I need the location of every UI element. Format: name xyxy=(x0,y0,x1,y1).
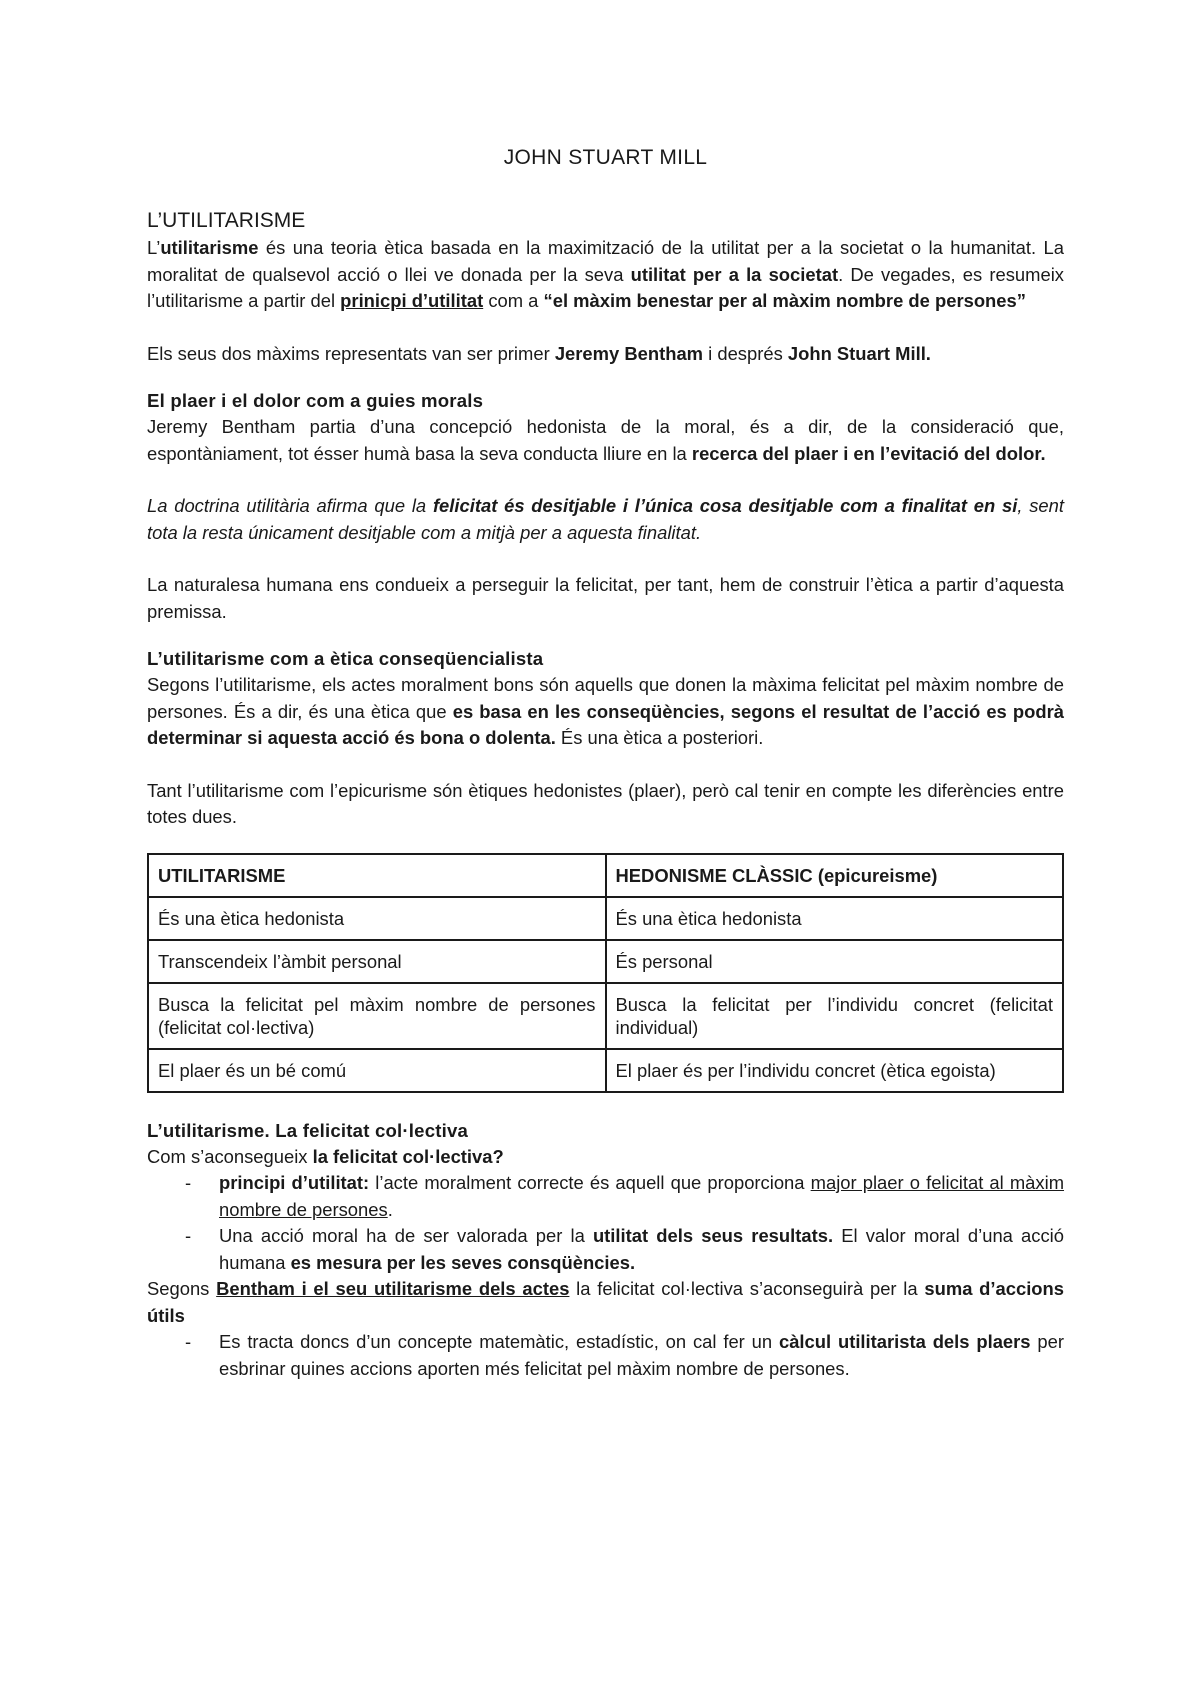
table-cell: Transcendeix l’àmbit personal xyxy=(148,940,606,983)
text-run: L’ xyxy=(147,237,161,258)
text-run: Jeremy Bentham xyxy=(554,342,704,364)
paragraph xyxy=(147,1276,1064,1329)
list-item xyxy=(147,1170,1064,1223)
text-run: El valor moral d’una acció humana xyxy=(219,1225,1064,1273)
section-heading-utilitarisme: L’UTILITARISME xyxy=(147,209,306,232)
table-row xyxy=(148,1049,1063,1092)
bullet-list xyxy=(147,1329,1064,1382)
text-run: Segons xyxy=(147,1278,217,1299)
comparison-table xyxy=(147,853,1064,1093)
paragraph xyxy=(147,235,1064,315)
paragraph xyxy=(147,1144,1064,1171)
table-row xyxy=(148,940,1063,983)
text-run: És una ètica a posteriori. xyxy=(555,727,764,748)
text-run: la felicitat col·lectiva s’aconseguirà per la xyxy=(569,1278,925,1299)
text-run: , sent tota la resta únicament desitjable com a mitjà per a aquesta finalitat. xyxy=(147,495,1064,543)
section-heading-felicitat-collectiva: L’utilitarisme. La felicitat col·lectiva xyxy=(147,1119,469,1141)
text-run: Els seus dos màxims representats van ser primer xyxy=(147,342,555,364)
text-run: major plaer o felicitat al màxim nombre de persones xyxy=(219,1172,1065,1220)
text-run: suma d’accions útils xyxy=(147,1278,1065,1326)
text-run: . xyxy=(387,1198,393,1220)
text-run: Com s’aconsegueix xyxy=(147,1145,313,1167)
paragraph xyxy=(147,672,1064,752)
bullet-list xyxy=(147,1170,1064,1276)
text-run: i després xyxy=(703,342,788,364)
table-cell: El plaer és per l’individu concret (ètica egoista) xyxy=(606,1049,1064,1092)
section-heading-plaer-dolor: El plaer i el dolor com a guies morals xyxy=(147,390,484,411)
text-run: . De vegades, es resumeix l’utilitarisme a partir del xyxy=(147,263,1064,311)
text-run: recerca del plaer i en l’evitació del dolor. xyxy=(691,442,1046,464)
text-run: per esbrinar quines accions aporten més felicitat pel màxim nombre de persones. xyxy=(219,1331,1064,1379)
paragraph xyxy=(147,414,1064,467)
text-run: utilitat dels seus resultats. xyxy=(592,1225,834,1246)
text-run: La doctrina utilitària afirma que la xyxy=(147,495,433,516)
text-run: principi d’utilitat: xyxy=(219,1172,370,1193)
table-row xyxy=(148,983,1063,1049)
dash-bullet-icon: - xyxy=(185,1225,192,1246)
text-run: Jeremy Bentham partia d’una concepció hedonista de la moral, és a dir, de la consideració que, espontàniament, tot ésser humà basa la seva conducta lliure en la xyxy=(147,416,1064,464)
text-run: felicitat és desitjable i l’única cosa desitjable com a finalitat en si xyxy=(432,495,1018,516)
text-run: utilitat per a la societat xyxy=(630,263,839,285)
text-run: és una teoria ètica basada en la maximització de la utilitat per a la societat o la humanitat. La moralitat de qualsevol acció o llei ve donada per la seva xyxy=(147,237,1064,285)
paragraph xyxy=(147,341,1064,368)
text-run: John Stuart Mill. xyxy=(787,342,931,364)
table-cell: És personal xyxy=(606,940,1064,983)
section-heading-consequencialista: L’utilitarisme com a ètica conseqüencialista xyxy=(147,648,544,669)
table-row xyxy=(148,897,1063,940)
text-run: Segons l’utilitarisme, els actes moralment bons són aquells que donen la màxima felicitat pel màxim nombre de persones. És a dir, és una ètica que xyxy=(147,674,1064,722)
table-cell: És una ètica hedonista xyxy=(148,897,606,940)
list-item xyxy=(147,1223,1064,1276)
text-run: Es tracta doncs d’un concepte matemàtic, estadístic, on cal fer un xyxy=(219,1331,779,1352)
text-run: La naturalesa humana ens condueix a perseguir la felicitat, per tant, hem de construir l’ètica a partir d’aquesta premissa. xyxy=(147,574,1064,622)
text-run: l’acte moralment correcte és aquell que proporciona xyxy=(369,1172,811,1193)
text-run: “el màxim benestar per al màxim nombre de persones” xyxy=(543,290,1026,311)
table-cell: Busca la felicitat per l’individu concret (felicitat individual) xyxy=(606,983,1064,1049)
table-header-cell: HEDONISME CLÀSSIC (epicureisme) xyxy=(606,854,1064,897)
text-run: es mesura per les seves consqüències. xyxy=(290,1251,636,1273)
table-cell: Busca la felicitat pel màxim nombre de persones (felicitat col·lectiva) xyxy=(148,983,606,1049)
dash-bullet-icon: - xyxy=(185,1172,192,1193)
document-title: JOHN STUART MILL xyxy=(503,146,708,169)
text-run: Bentham i el seu utilitarisme dels actes xyxy=(216,1278,570,1299)
paragraph xyxy=(147,778,1064,831)
text-run: prinicpi d’utilitat xyxy=(340,290,484,311)
table-cell: El plaer és un bé comú xyxy=(148,1049,606,1092)
table-header-cell: UTILITARISME xyxy=(148,854,606,897)
dash-bullet-icon: - xyxy=(185,1331,192,1352)
text-run: es basa en les conseqüències, segons el resultat de l’acció es podrà determinar si aquesta acció és bona o dolenta. xyxy=(147,700,1064,748)
paragraph xyxy=(147,572,1064,625)
paragraph-italic xyxy=(147,493,1064,546)
document-body xyxy=(147,207,1064,1382)
list-item xyxy=(147,1329,1064,1382)
text-run: Una acció moral ha de ser valorada per la xyxy=(219,1225,593,1246)
text-run: com a xyxy=(483,290,544,311)
text-run: Tant l’utilitarisme com l’epicurisme són ètiques hedonistes (plaer), però cal tenir en compte les diferències entre totes dues. xyxy=(147,779,1064,827)
table-header-row xyxy=(148,854,1063,897)
text-run: utilitarisme xyxy=(160,237,259,258)
text-run: la felicitat col·lectiva? xyxy=(312,1145,504,1167)
text-run: càlcul utilitarista dels plaers xyxy=(778,1331,1031,1352)
table-cell: És una ètica hedonista xyxy=(606,897,1064,940)
